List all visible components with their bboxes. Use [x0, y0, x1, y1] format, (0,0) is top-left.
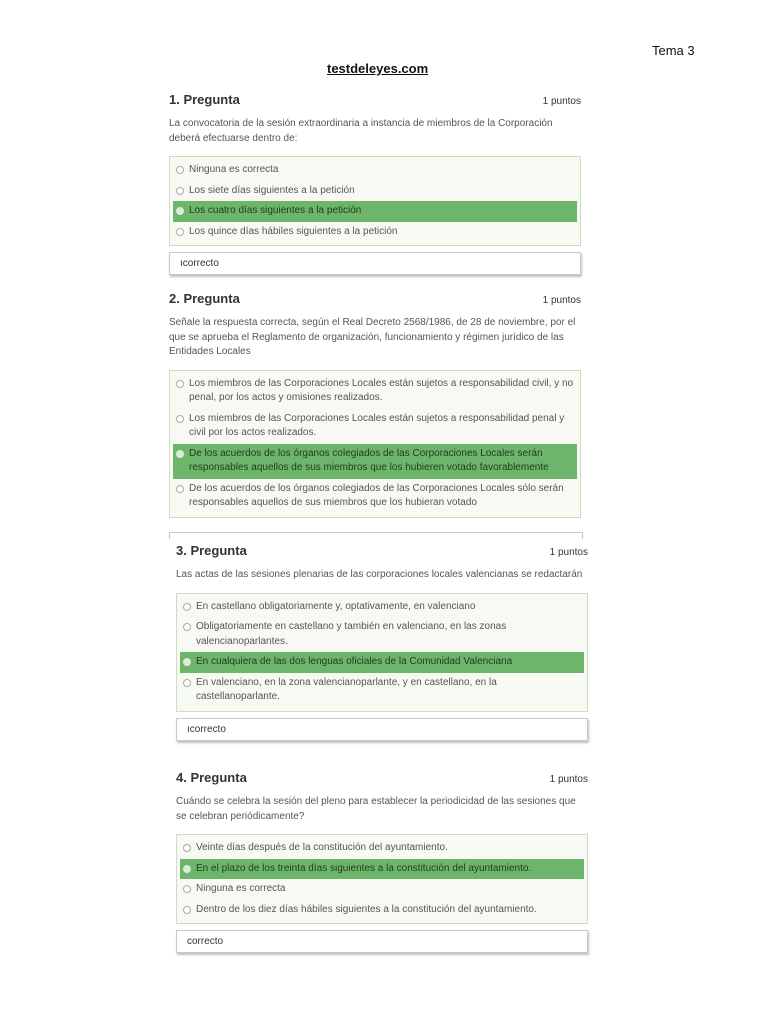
option[interactable] [173, 181, 577, 202]
radio-icon [176, 450, 184, 458]
option-label: Los siete días siguientes a la petición [189, 184, 355, 196]
option-label: Los quince días hábiles siguientes a la petición [189, 225, 398, 237]
radio-icon [183, 658, 191, 666]
option[interactable] [180, 673, 584, 708]
question-title: 2. Pregunta [169, 291, 240, 306]
option-selected[interactable] [173, 201, 577, 222]
feedback-box: ıcorrecto [176, 718, 588, 741]
question-text: La convocatoria de la sesión extraordinaria a instancia de miembros de la Corporación deberá efectuarse dentro de: [169, 118, 553, 144]
question-header [176, 770, 588, 790]
option[interactable] [173, 479, 577, 514]
option-selected[interactable] [180, 859, 584, 880]
option-label: De los acuerdos de los órganos colegiados de las Corporaciones Locales serán responsables aquellos de sus miembros que los hubieren votado favorablemente [189, 447, 549, 473]
question-points: 1 puntos [542, 295, 581, 306]
question-title: 1. Pregunta [169, 92, 240, 107]
radio-icon [183, 906, 191, 914]
question-text: Señale la respuesta correcta, según el Real Decreto 2568/1986, de 28 de noviembre, por el que se aprueba el Reglamento de organización, funcionamiento y régimen jurídico de las Entidades Locales [169, 317, 576, 357]
option[interactable] [180, 900, 584, 921]
radio-icon [176, 485, 184, 493]
page-label: Tema 3 [652, 43, 695, 58]
question-header [176, 543, 588, 563]
option[interactable] [173, 160, 577, 181]
question-points: 1 puntos [549, 547, 588, 558]
option-selected[interactable] [180, 652, 584, 673]
radio-icon [183, 603, 191, 611]
option-label: Obligatoriamente en castellano y también en valenciano, en las zonas valencianoparlantes. [196, 621, 507, 647]
option[interactable] [180, 838, 584, 859]
radio-icon [183, 865, 191, 873]
question-3 [176, 543, 588, 741]
option[interactable] [173, 222, 577, 243]
options-list [176, 834, 588, 924]
option-label: Ninguna es correcta [189, 164, 279, 175]
option-label: En cualquiera de las dos lenguas oficiales de la Comunidad Valenciana [196, 656, 513, 667]
radio-icon [183, 679, 191, 687]
question-header [169, 92, 581, 112]
question-title: 3. Pregunta [176, 543, 247, 558]
question-2 [169, 291, 581, 518]
option[interactable] [180, 617, 584, 652]
option-label: En el plazo de los treinta días siguientes a la constitución del ayuntamiento. [196, 862, 532, 874]
feedback-box-cut [169, 532, 583, 539]
question-points: 1 puntos [549, 774, 588, 785]
feedback-box: ıcorrecto [169, 252, 581, 275]
radio-icon [176, 166, 184, 174]
options-list [176, 593, 588, 712]
option-label: En valenciano, en la zona valencianoparlante, y en castellano, en la castellanoparlante. [196, 676, 497, 702]
radio-icon [183, 623, 191, 631]
option[interactable] [180, 879, 584, 900]
question-text: Cuándo se celebra la sesión del pleno para establecer la periodicidad de las sesiones que se celebran periódicamente? [176, 796, 576, 822]
option-label: Los miembros de las Corporaciones Locales están sujetos a responsabilidad penal y civil por los actos realizados. [189, 412, 565, 438]
option-label: Los cuatro días siguientes a la petición [189, 205, 362, 216]
option-selected[interactable] [173, 444, 577, 479]
option-label: Los miembros de las Corporaciones Locales están sujetos a responsabilidad civil, y no penal, por los actos y omisiones realizados. [189, 377, 574, 403]
question-title: 4. Pregunta [176, 770, 247, 785]
option[interactable] [180, 597, 584, 618]
question-4 [176, 770, 588, 953]
radio-icon [176, 228, 184, 236]
question-text: Las actas de las sesiones plenarias de las corporaciones locales valencianas se redactarán [176, 569, 583, 580]
radio-icon [183, 844, 191, 852]
question-header [169, 291, 581, 311]
question-points: 1 puntos [542, 96, 581, 107]
feedback-box: correcto [176, 930, 588, 953]
option-label: Veinte días después de la constitución del ayuntamiento. [196, 842, 448, 853]
option-label: En castellano obligatoriamente y, optativamente, en valenciano [196, 600, 476, 612]
radio-icon [176, 187, 184, 195]
option-label: Dentro de los diez días hábiles siguientes a la constitución del ayuntamiento. [196, 903, 537, 915]
radio-icon [176, 380, 184, 388]
options-list [169, 156, 581, 246]
site-title: testdeleyes.com [327, 61, 429, 76]
option[interactable] [173, 374, 577, 409]
radio-icon [176, 415, 184, 423]
option[interactable] [173, 409, 577, 444]
radio-icon [176, 207, 184, 215]
option-label: De los acuerdos de los órganos colegiados de las Corporaciones Locales sólo serán responsables aquellos de sus miembros que los hubieran votado [189, 482, 564, 508]
option-label: Ninguna es correcta [196, 883, 286, 894]
question-1 [169, 92, 581, 275]
radio-icon [183, 885, 191, 893]
options-list [169, 370, 581, 518]
